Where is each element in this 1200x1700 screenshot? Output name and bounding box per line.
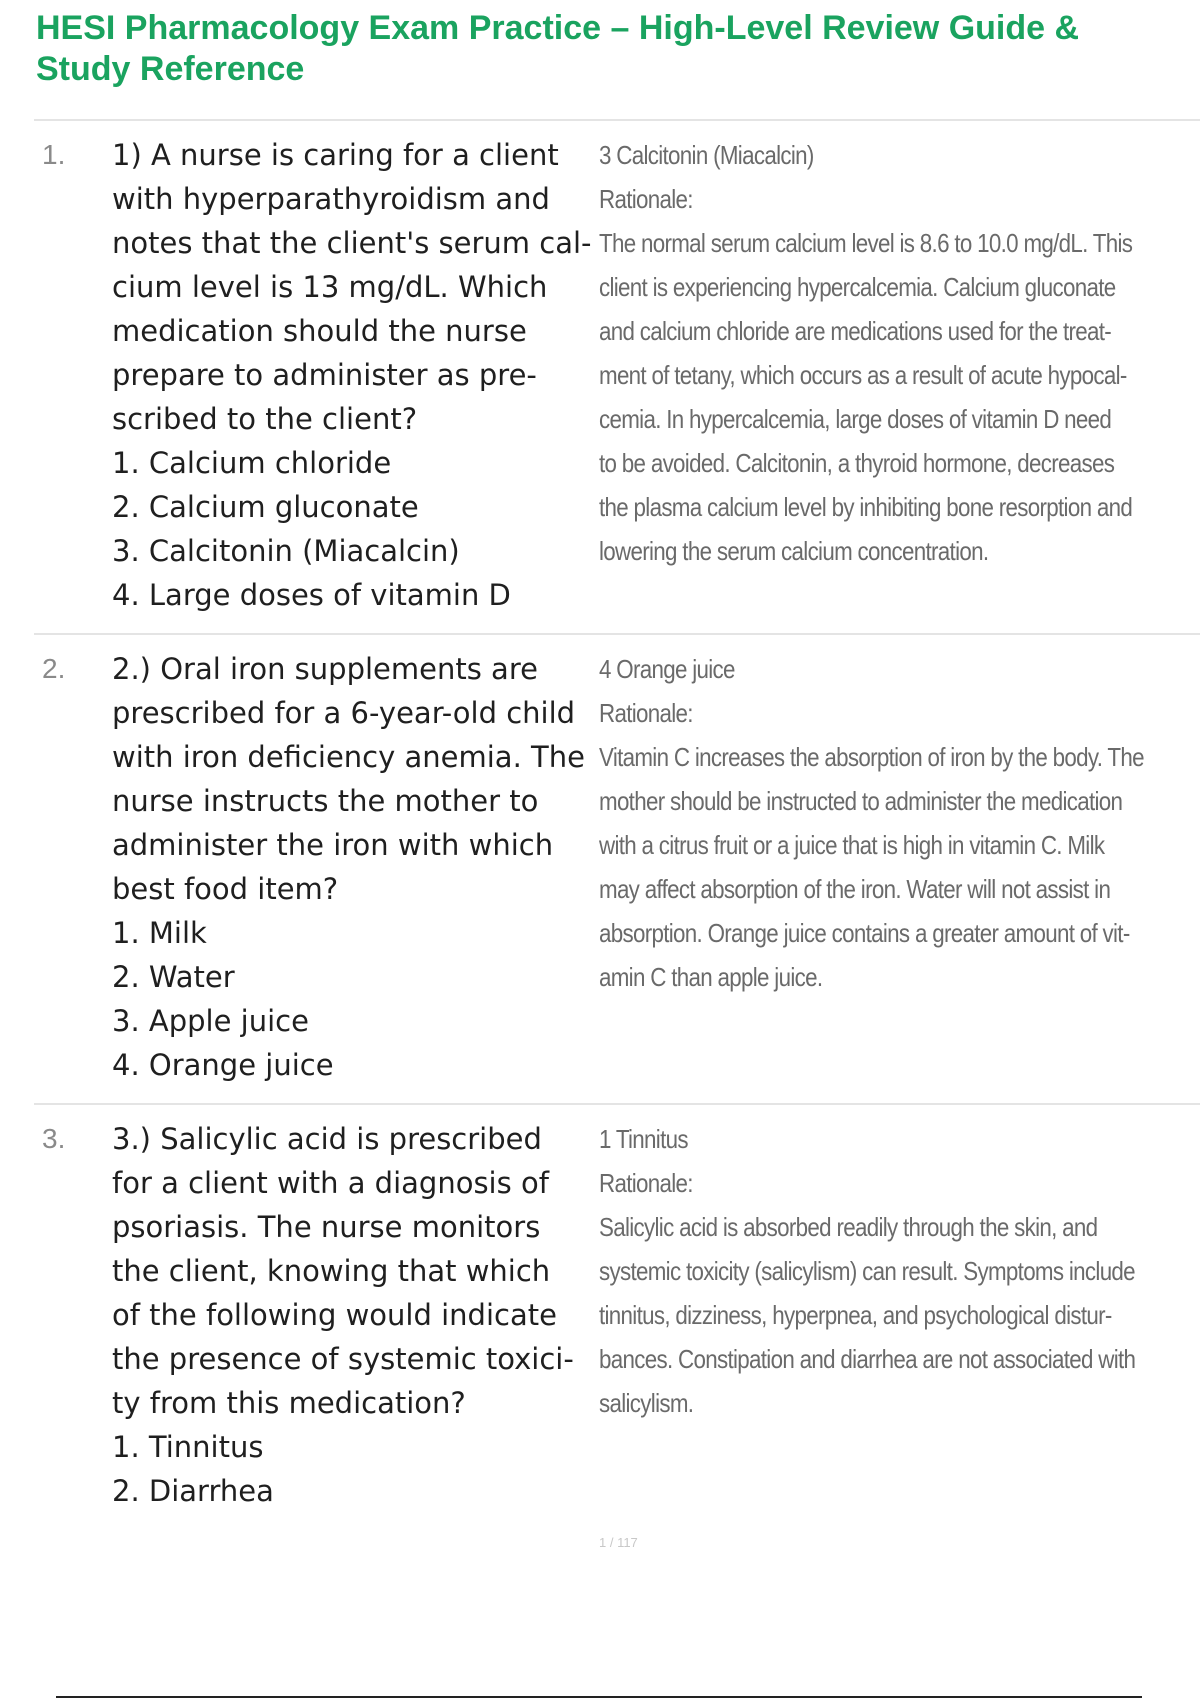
question-line: notes that the client's serum cal- [112,226,592,260]
page-bottom-divider [56,1696,1142,1698]
rationale-line: the plasma calcium level by inhibiting bone resorption and [599,492,1133,522]
answer-option: 2. Diarrhea [112,1474,274,1508]
section-divider [34,119,1200,121]
document-title [36,8,1166,90]
question-line: prescribed for a 6-year-old child [112,696,576,730]
question-line: administer the iron with which [112,828,554,862]
rationale-line: with a citrus fruit or a juice that is high in vitamin C. Milk [599,830,1105,860]
question-line: 2.) Oral iron supplements are [112,652,538,686]
question-line: psoriasis. The nurse monitors [112,1210,541,1244]
answer-option: 1. Milk [112,916,207,950]
rationale-line: ment of tetany, which occurs as a result of acute hypocal- [599,360,1127,390]
answer-option: 1. Tinnitus [112,1430,264,1464]
rationale-line: tinnitus, dizziness, hyperpnea, and psychological distur- [599,1300,1112,1330]
answer-option: 4. Large doses of vitamin D [112,578,511,612]
answer-rationale [599,1117,1199,1425]
correct-answer: 1 Tinnitus [599,1124,688,1154]
question-line: scribed to the client? [112,402,418,436]
answer-rationale [599,647,1199,999]
question-line: the presence of systemic toxici- [112,1342,574,1376]
question-line: for a client with a diagnosis of [112,1166,549,1200]
rationale-line: absorption. Orange juice contains a greater amount of vit- [599,918,1130,948]
rationale-label: Rationale: [599,698,693,728]
answer-option: 3. Apple juice [112,1004,309,1038]
title-line-1: HESI Pharmacology Exam Practice – High-Level Review Guide & [36,9,1080,47]
rationale-line: may affect absorption of the iron. Water will not assist in [599,874,1111,904]
answer-option: 4. Orange juice [112,1048,334,1082]
question-text [112,133,592,617]
rationale-line: mother should be instructed to administer the medication [599,786,1123,816]
question-line: medication should the nurse [112,314,527,348]
page-number: 1 / 117 [599,1535,638,1550]
question-line: 1) A nurse is caring for a client [112,138,559,172]
section-divider [34,1103,1200,1105]
title-line-2: Study Reference [36,50,305,88]
rationale-line: cemia. In hypercalcemia, large doses of vitamin D need [599,404,1112,434]
rationale-line: and calcium chloride are medications used for the treat- [599,316,1112,346]
question-line: with iron deficiency anemia. The [112,740,585,774]
rationale-line: The normal serum calcium level is 8.6 to 10.0 mg/dL. This [599,228,1133,258]
question-line: of the following would indicate [112,1298,557,1332]
rationale-line: amin C than apple juice. [599,962,823,992]
question-line: ty from this medication? [112,1386,466,1420]
question-line: cium level is 13 mg/dL. Which [112,270,548,304]
question-text [112,1117,592,1513]
section-divider [34,633,1200,635]
rationale-line: Salicylic acid is absorbed readily through the skin, and [599,1212,1098,1242]
answer-option: 1. Calcium chloride [112,446,392,480]
question-number: 3. [42,1123,66,1154]
answer-option: 2. Calcium gluconate [112,490,419,524]
rationale-line: systemic toxicity (salicylism) can result. Symptoms include [599,1256,1135,1286]
answer-option: 2. Water [112,960,235,994]
rationale-line: to be avoided. Calcitonin, a thyroid hormone, decreases [599,448,1115,478]
question-line: prepare to administer as pre- [112,358,537,392]
question-number: 2. [42,653,66,684]
answer-rationale [599,133,1199,573]
correct-answer: 3 Calcitonin (Miacalcin) [599,140,814,170]
question-line: best food item? [112,872,339,906]
rationale-label: Rationale: [599,1168,693,1198]
question-text [112,647,592,1087]
rationale-label: Rationale: [599,184,693,214]
question-line: the client, knowing that which [112,1254,551,1288]
question-line: with hyperparathyroidism and [112,182,550,216]
rationale-line: Vitamin C increases the absorption of iron by the body. The [599,742,1144,772]
question-line: nurse instructs the mother to [112,784,539,818]
rationale-line: client is experiencing hypercalcemia. Calcium gluconate [599,272,1116,302]
rationale-line: bances. Constipation and diarrhea are not associated with [599,1344,1136,1374]
answer-option: 3. Calcitonin (Miacalcin) [112,534,460,568]
question-number: 1. [42,139,66,170]
rationale-line: lowering the serum calcium concentration. [599,536,989,566]
question-line: 3.) Salicylic acid is prescribed [112,1122,542,1156]
rationale-line: salicylism. [599,1388,694,1418]
correct-answer: 4 Orange juice [599,654,735,684]
